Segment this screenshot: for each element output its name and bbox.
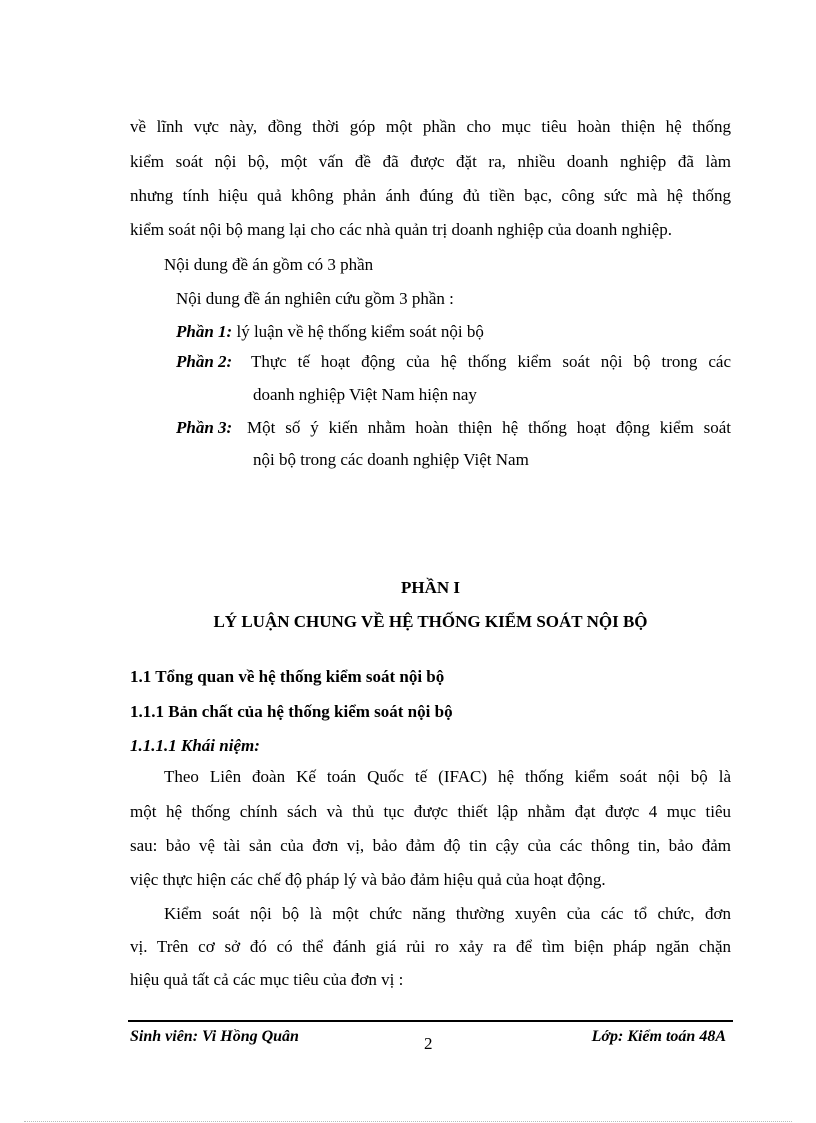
part-text: Thực tế hoạt động của hệ thống kiểm soát nội bộ trong các [251, 352, 731, 371]
footer-class: Lớp: Kiểm toán 48A [591, 1028, 726, 1045]
concept-line: sau: bảo vệ tài sản của đơn vị, bảo đảm độ tin cậy của các thông tin, bảo đảm [130, 836, 731, 855]
section-title: LÝ LUẬN CHUNG VỀ HỆ THỐNG KIỂM SOÁT NỘI BỘ [213, 612, 648, 631]
intro-line: kiểm soát nội bộ mang lại cho các nhà quản trị doanh nghiệp của doanh nghiệp. [130, 220, 672, 239]
subheading-1-1: 1.1 Tổng quan về hệ thống kiểm soát nội bộ [130, 667, 445, 686]
part-label: Phần 1: [176, 322, 233, 341]
footer-rule [128, 1020, 733, 1022]
part-label: Phần 3: [176, 418, 233, 437]
part-text: nội bộ trong các doanh nghiệp Việt Nam [253, 450, 529, 469]
intro-line: nhưng tính hiệu quả không phản ánh đúng đủ tiền bạc, công sức mà hệ thống [130, 186, 731, 205]
concept-line: một hệ thống chính sách và thủ tục được thiết lập nhằm đạt được 4 mục tiêu [130, 802, 731, 821]
concept-line: việc thực hiện các chế độ pháp lý và bảo đảm hiệu quả của hoạt động. [130, 870, 606, 889]
function-line: vị. Trên cơ sở đó có thể đánh giá rủi ro xảy ra để tìm biện pháp ngăn chặn [130, 937, 731, 956]
intro-line: về lĩnh vực này, đồng thời góp một phần cho mục tiêu hoàn thiện hệ thống [130, 117, 731, 136]
subheading-1-1-1: 1.1.1 Bản chất của hệ thống kiểm soát nội bộ [130, 702, 453, 721]
footer-student: Sinh viên: Vi Hồng Quân [130, 1028, 299, 1045]
content-intro-1: Nội dung đề án gồm có 3 phần [164, 255, 374, 274]
concept-line: Theo Liên đoàn Kế toán Quốc tế (IFAC) hệ thống kiểm soát nội bộ là [164, 767, 731, 786]
part-label: Phần 2: [176, 352, 233, 371]
subheading-1-1-1-1: 1.1.1.1 Khái niệm: [130, 736, 260, 755]
content-intro-2: Nội dung đề án nghiên cứu gồm 3 phần : [176, 289, 454, 308]
page-number: 2 [424, 1034, 433, 1053]
intro-line: kiểm soát nội bộ, một vấn đề đã được đặt ra, nhiều doanh nghiệp đã làm [130, 152, 731, 171]
part-text: Một số ý kiến nhằm hoàn thiện hệ thống hoạt động kiểm soát [247, 418, 731, 437]
section-part-heading: PHẦN I [400, 578, 461, 597]
page-edge-divider [24, 1121, 792, 1122]
part-item [176, 322, 484, 342]
function-line: Kiểm soát nội bộ là một chức năng thường xuyên của các tổ chức, đơn [164, 904, 731, 923]
function-line: hiệu quả tất cả các mục tiêu của đơn vị : [130, 970, 404, 989]
part-text: lý luận về hệ thống kiểm soát nội bộ [236, 322, 484, 341]
part-text: doanh nghiệp Việt Nam hiện nay [253, 385, 477, 404]
